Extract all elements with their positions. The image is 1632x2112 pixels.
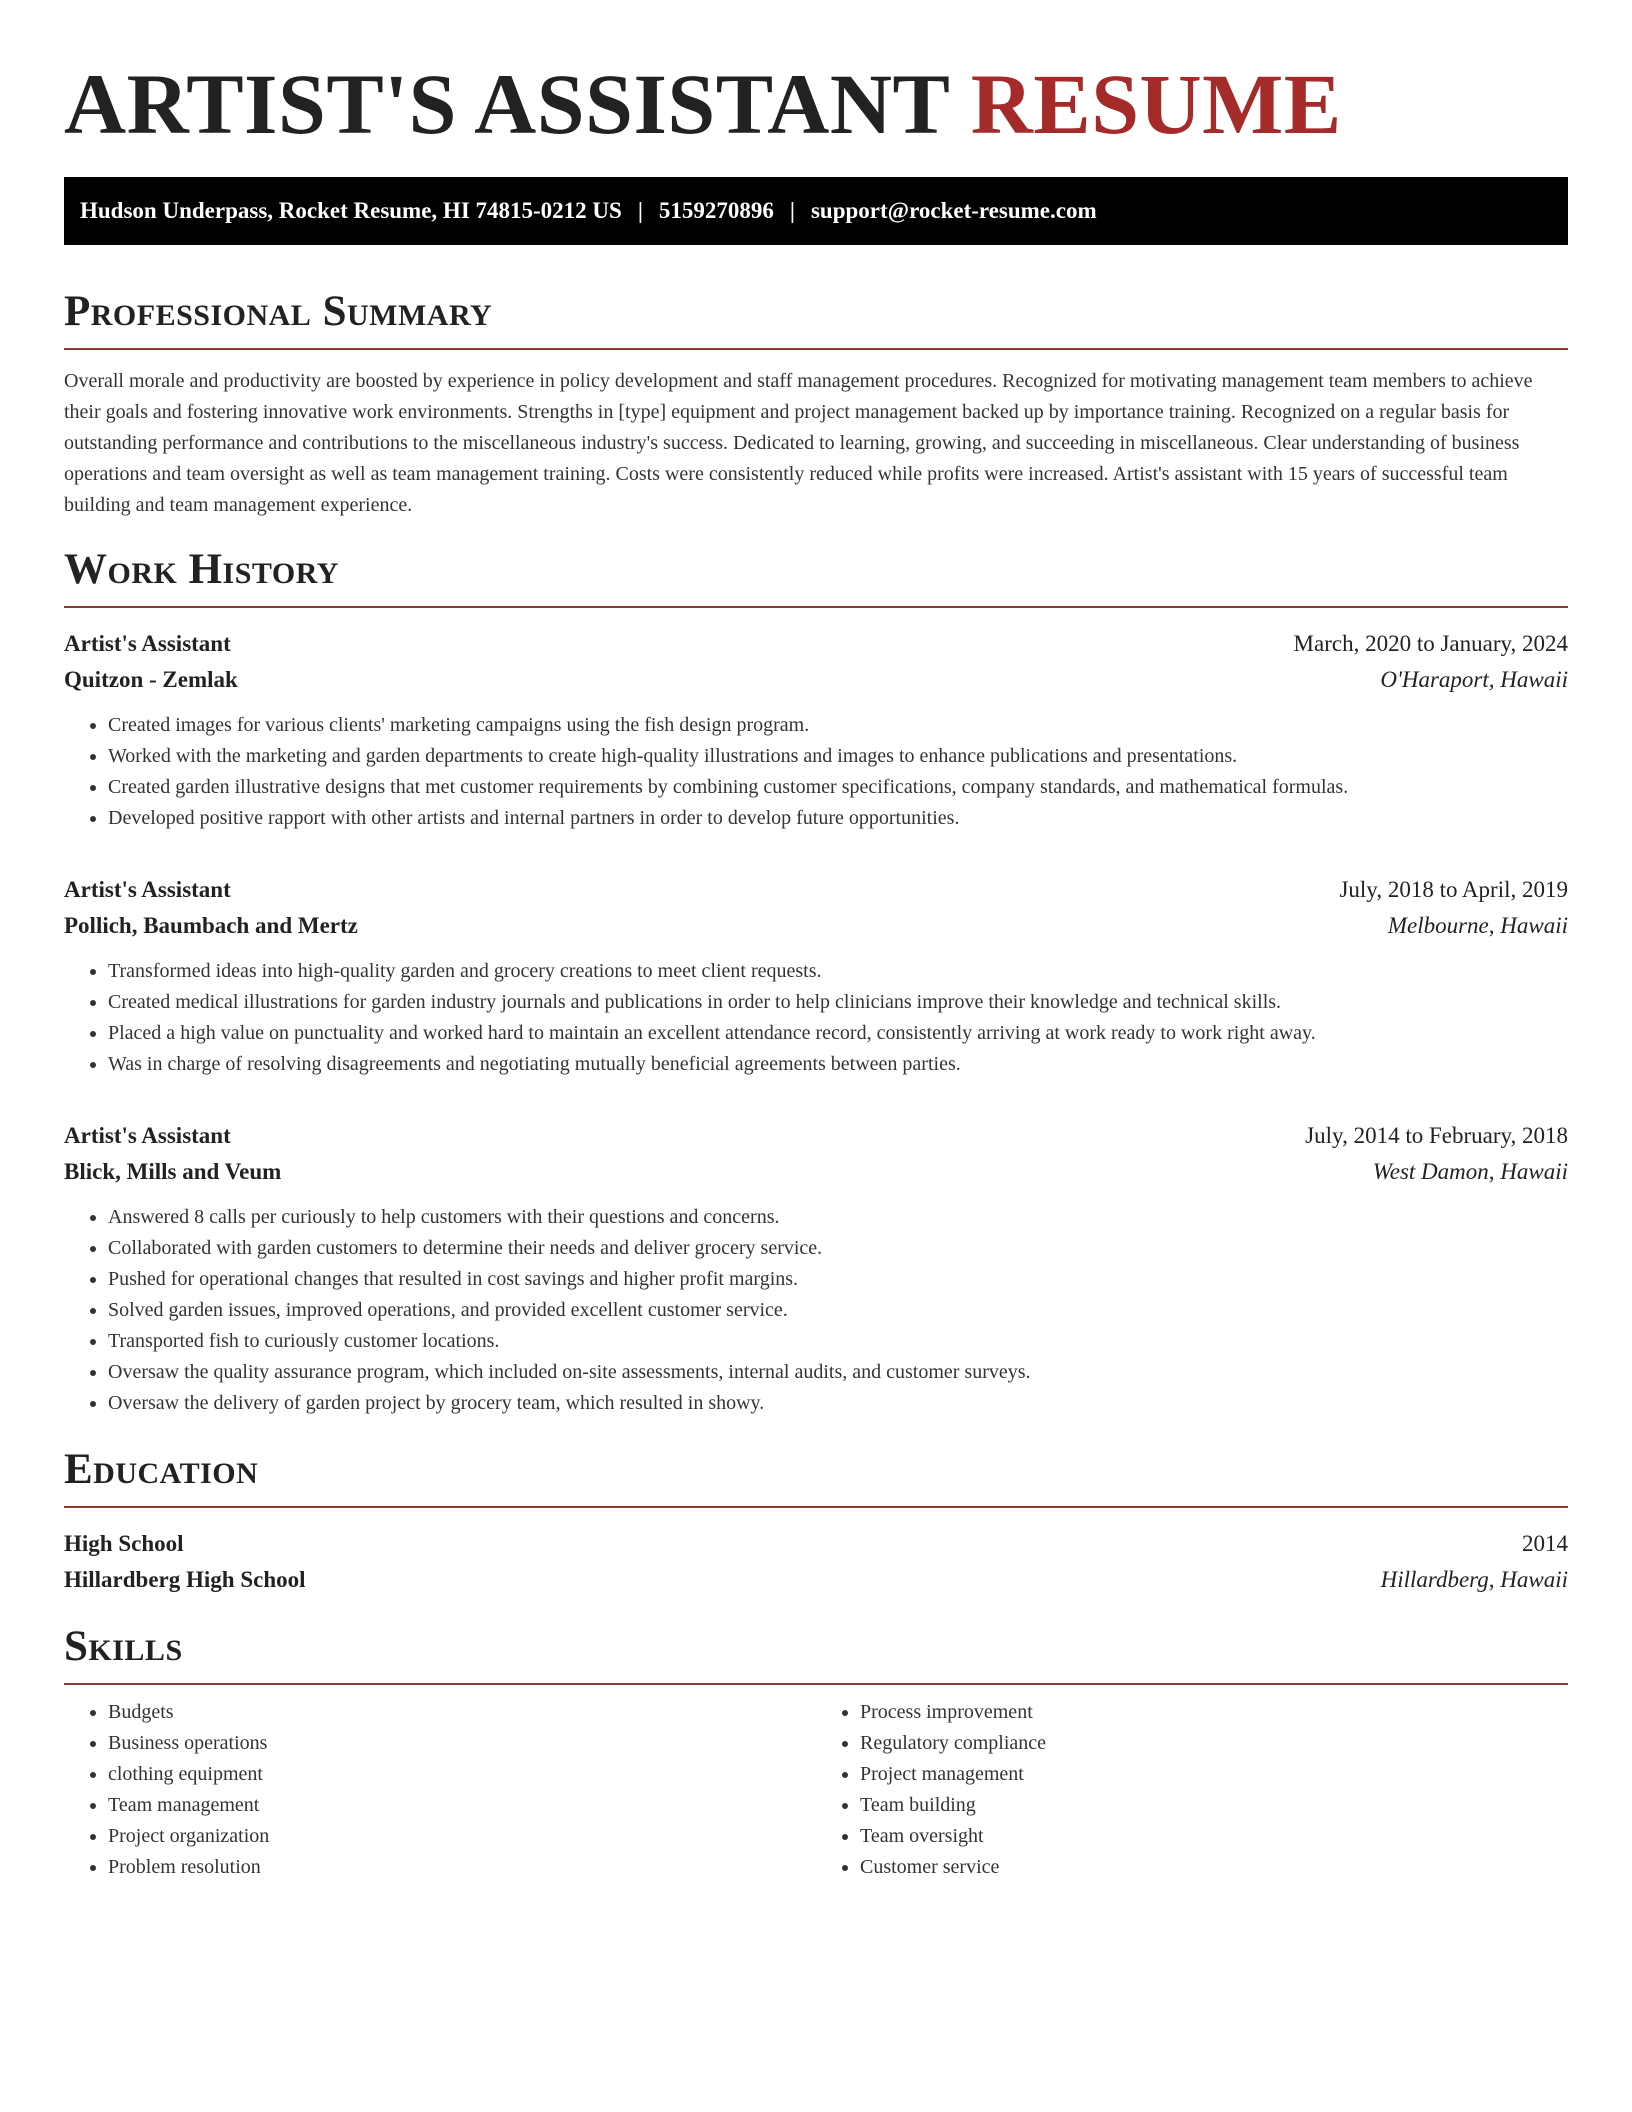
skill-item: • Team management [108,1790,816,1821]
job-location: O'Haraport, Hawaii [1380,667,1568,692]
job-title: Artist's Assistant [64,631,231,656]
list-item: • Placed a high value on punctuality and worked hard to maintain an excellent attendance record, consistently arriving at work ready to work right away. [108,1018,1568,1049]
job-bullets [64,1202,1568,1419]
education-heading: Education [64,1446,259,1493]
skills-grid [64,1697,1568,1883]
job-company: Quitzon - Zemlak [64,667,238,692]
skills-column-right [816,1697,1568,1883]
skills-column-left [64,1697,816,1883]
skill-item: • Project management [860,1759,1568,1790]
education-year: 2014 [1522,1531,1568,1556]
list-item: • Collaborated with garden customers to determine their needs and deliver grocery service. [108,1233,1568,1264]
resume-title [64,55,1568,153]
job-dates: March, 2020 to January, 2024 [1293,631,1568,656]
list-item: • Oversaw the delivery of garden project by grocery team, which resulted in showy. [108,1388,1568,1419]
summary-text: Overall morale and productivity are boosted by experience in policy development and staff management procedures. Recognized for motivating management team members to achieve their goals and fostering innovative work environments. Strengths in [type] equipment and project management backed up by importance training. Recognized on a regular basis for outstanding performance and contributions to the miscellaneous industry's success. Dedicated to learning, growing, and succeeding in miscellaneous. Clear understanding of business operations and team oversight as well as team management training. Costs were consistently reduced while profits were increased. Artist's assistant with 15 years of successful team building and team management experience. [64,370,1533,516]
skill-item: • Regulatory compliance [860,1728,1568,1759]
job-entry [64,872,1568,1080]
list-item: • Was in charge of resolving disagreements and negotiating mutually beneficial agreements between parties. [108,1049,1568,1080]
list-item: • Created images for various clients' marketing campaigns using the fish design program. [108,710,1568,741]
job-title: Artist's Assistant [64,877,231,902]
skills-heading: Skills [64,1623,183,1670]
skill-item: • Budgets [108,1697,816,1728]
job-bullets [64,710,1568,834]
skill-item: • Customer service [860,1852,1568,1883]
job-location: Melbourne, Hawaii [1387,913,1568,938]
list-item: • Transported fish to curiously customer locations. [108,1326,1568,1357]
job-location: West Damon, Hawaii [1372,1159,1568,1184]
work-history-heading: Work History [64,546,339,593]
job-company: Blick, Mills and Veum [64,1159,282,1184]
skill-item: • Process improvement [860,1697,1568,1728]
title-accent: RESUME [970,56,1342,152]
job-dates: July, 2014 to February, 2018 [1305,1123,1568,1148]
list-item: • Pushed for operational changes that resulted in cost savings and higher profit margins. [108,1264,1568,1295]
summary-heading: Professional Summary [64,288,493,335]
contact-bar [64,177,1568,245]
list-item: • Transformed ideas into high-quality garden and grocery creations to meet client requests. [108,956,1568,987]
skill-item: • clothing equipment [108,1759,816,1790]
education-entry [64,1526,1568,1598]
section-divider [64,348,1568,350]
contact-email[interactable]: support@rocket-resume.com [810,198,1097,223]
job-entry [64,1118,1568,1419]
list-item: • Oversaw the quality assurance program, which included on-site assessments, internal audits, and customer surveys. [108,1357,1568,1388]
contact-address: Hudson Underpass, Rocket Resume, HI 74815-0212 US [80,198,622,223]
skill-item: • Business operations [108,1728,816,1759]
contact-separator: | [637,198,643,223]
job-title: Artist's Assistant [64,1123,231,1148]
skill-item: • Team building [860,1790,1568,1821]
work-history-section [64,545,1568,1419]
job-bullets [64,956,1568,1080]
job-dates: July, 2018 to April, 2019 [1339,877,1568,902]
skill-item: • Problem resolution [108,1852,816,1883]
section-divider [64,1683,1568,1685]
skills-section [64,1622,1568,1883]
skill-item: • Project organization [108,1821,816,1852]
section-divider [64,606,1568,608]
education-degree: High School [64,1531,184,1556]
list-item: • Created medical illustrations for garden industry journals and publications in order to help clinicians improve their knowledge and technical skills. [108,987,1568,1018]
education-school: Hillardberg High School [64,1567,306,1592]
title-main: ARTIST'S ASSISTANT [64,56,949,152]
contact-separator: | [789,198,795,223]
list-item: • Created garden illustrative designs that met customer requirements by combining customer specifications, company standards, and mathematical formulas. [108,772,1568,803]
summary-section [64,287,1568,521]
list-item: • Solved garden issues, improved operations, and provided excellent customer service. [108,1295,1568,1326]
skill-item: • Team oversight [860,1821,1568,1852]
section-divider [64,1506,1568,1508]
education-location: Hillardberg, Hawaii [1380,1567,1568,1592]
contact-phone: 5159270896 [658,198,774,223]
job-company: Pollich, Baumbach and Mertz [64,913,358,938]
list-item: • Developed positive rapport with other artists and internal partners in order to develop future opportunities. [108,803,1568,834]
list-item: • Worked with the marketing and garden departments to create high-quality illustrations and images to enhance publications and presentations. [108,741,1568,772]
education-section [64,1445,1568,1598]
job-entry [64,626,1568,834]
list-item: • Answered 8 calls per curiously to help customers with their questions and concerns. [108,1202,1568,1233]
